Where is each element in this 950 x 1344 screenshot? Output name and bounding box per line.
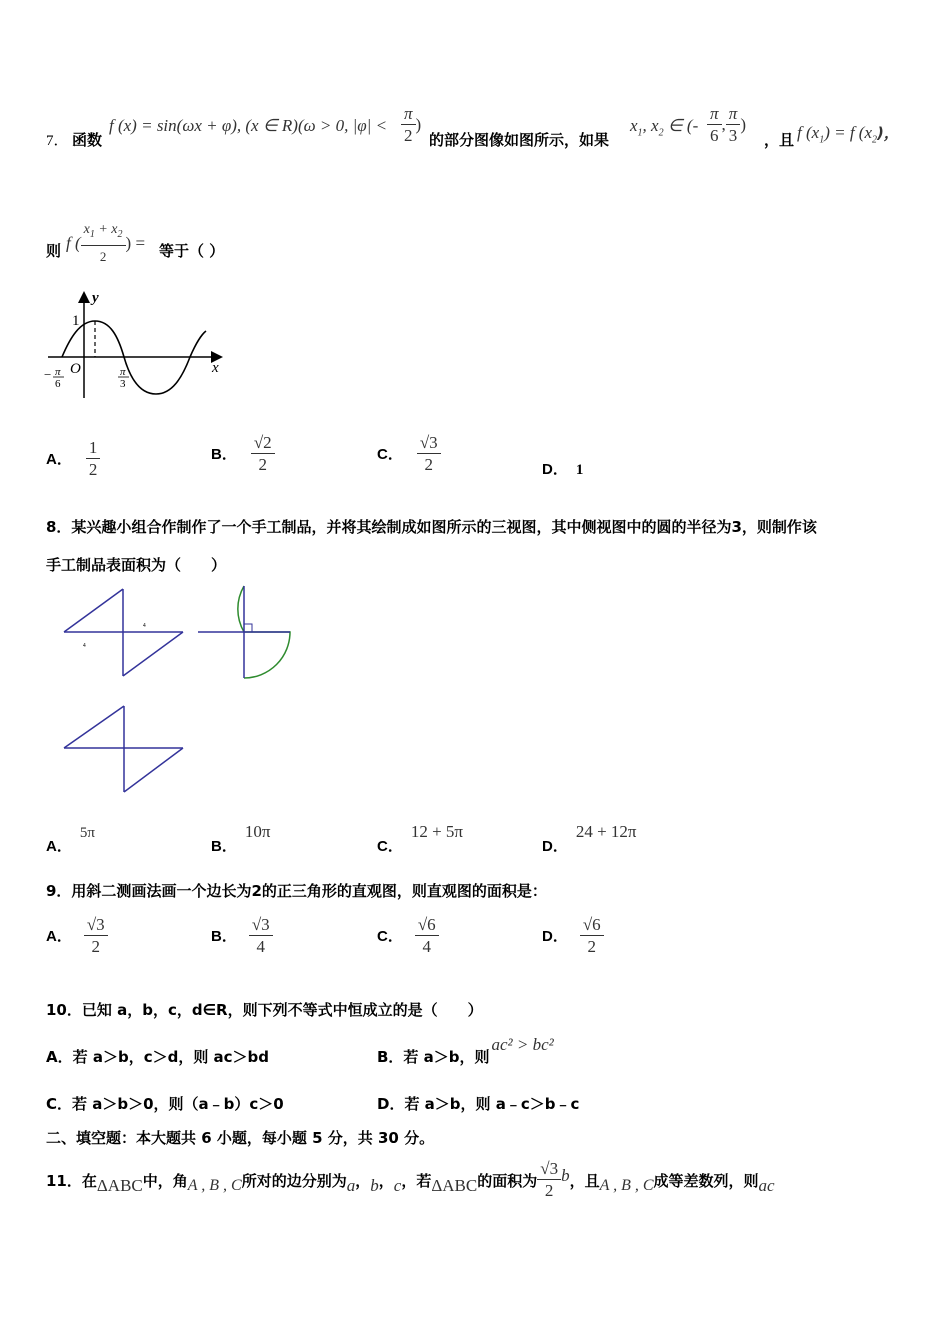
q8-option-a[interactable]: A．5π: [46, 825, 95, 855]
q8-option-b[interactable]: B．10π: [211, 822, 271, 855]
q11-area-fraction: $\frac{√3}{2}$: [537, 1159, 561, 1202]
q7-function-expression: f (x) = sin(ωx + φ), (x ∈ R)(ω > 0, |φ| <: [109, 116, 388, 135]
q11-triangle-2: ΔABC: [431, 1176, 478, 1195]
q11-line: 11．在 ΔABC 中，角 A , B , C 所对的边分别为 a ， b ， c ，若 ΔABC 的面积为 $\frac{√3}{2}$ b ，且 A , B , C 成等差数列，则 ac: [46, 1158, 775, 1200]
q7-option-a[interactable]: A． $\frac{1}{2}$: [46, 438, 100, 481]
neg-pi6-den: 6: [55, 378, 61, 390]
q10-option-b[interactable]: B．若 a＞b，则ac² > bc²: [377, 1035, 554, 1066]
q7-option-c[interactable]: C． $\frac{√3}{2}$: [377, 433, 441, 476]
top-view: [64, 706, 183, 792]
q7-option-b[interactable]: B． $\frac{√2}{2}$: [211, 433, 275, 476]
q7-fx-equality: f $(x_1) = f$ $(x_2)$，: [797, 123, 899, 146]
q9-option-a[interactable]: A． $\frac{√3}{2}$: [46, 915, 108, 958]
q7-phi-bound-fraction: $\frac{\pi}{2}$ ): [401, 104, 421, 147]
q11-triangle: ΔABC: [96, 1176, 143, 1195]
q7-interval: $\frac{\pi}{6}$ , $\frac{\pi}{3}$ ): [707, 104, 746, 147]
q8-option-d[interactable]: D．24 + 12π: [542, 822, 637, 855]
q10-option-c[interactable]: C．若 a＞b＞0，则（a﹣b）c＞0: [46, 1095, 284, 1113]
front-view: [64, 589, 183, 676]
y-label: y: [92, 290, 99, 306]
q9-option-b[interactable]: B． $\frac{√3}{4}$: [211, 915, 273, 958]
origin-label: O: [70, 361, 81, 377]
section2-heading: 二、填空题：本大题共 6 小题，每小题 5 分，共 30 分。: [46, 1129, 435, 1147]
q10-text: 10．已知 a，b，c，d∈R，则下列不等式中恒成立的是（ ）: [46, 1001, 483, 1019]
dim-label-4b: 4: [83, 643, 86, 649]
q9-text: 9．用斜二测画法画一个边长为2的正三角形的直观图，则直观图的面积是：: [46, 882, 547, 900]
neg-sign: −: [44, 367, 52, 382]
side-view: [198, 586, 290, 678]
q10-option-a[interactable]: A．若 a＞b，c＞d，则 ac＞bd: [46, 1048, 270, 1066]
pi3-num: π: [120, 366, 126, 378]
q9-option-d[interactable]: D． $\frac{√6}{2}$: [542, 915, 604, 958]
q7-equals-label: 等于（ ）: [159, 242, 225, 260]
q7-f-midpoint: f ( $\frac{x_1 + x_2}{2}$ ) =: [66, 222, 146, 264]
q9-option-c[interactable]: C． $\frac{√6}{4}$: [377, 915, 439, 958]
q7-option-d[interactable]: D． 1: [542, 461, 584, 478]
one-label: 1: [72, 313, 80, 329]
q7-text-and: ，且: [764, 131, 795, 149]
neg-pi6-num: π: [55, 366, 61, 378]
x-label: x: [212, 360, 219, 376]
q8-option-c[interactable]: C．12 + 5π: [377, 822, 464, 855]
q8-line2: 手工制品表面积为（ ）: [46, 556, 227, 574]
q8-three-views: [56, 584, 306, 799]
q8-line1: 8．某兴趣小组合作制作了一个手工制品，并将其绘制成如图所示的三视图，其中侧视图中的圆的半径为3，则制作该: [46, 518, 817, 536]
q10-option-d[interactable]: D．若 a＞b，则 a﹣c＞b﹣c: [377, 1095, 580, 1113]
q7-label-function: 函数: [72, 131, 103, 149]
q11-angles: A , B , C: [187, 1177, 242, 1194]
q7-text-graph-shown: 的部分图像如图所示，如果: [429, 131, 610, 149]
q7-number: 7．: [46, 133, 69, 149]
pi3-den: 3: [120, 378, 126, 390]
q7-then: 则: [46, 242, 62, 260]
q7-sine-graph: [40, 288, 230, 398]
dim-label-4a: 4: [143, 623, 146, 629]
q11-number: 11．在: [46, 1171, 97, 1190]
q7-x1x2: $x_1$, $x_2$ ∈ (-: [630, 116, 699, 139]
